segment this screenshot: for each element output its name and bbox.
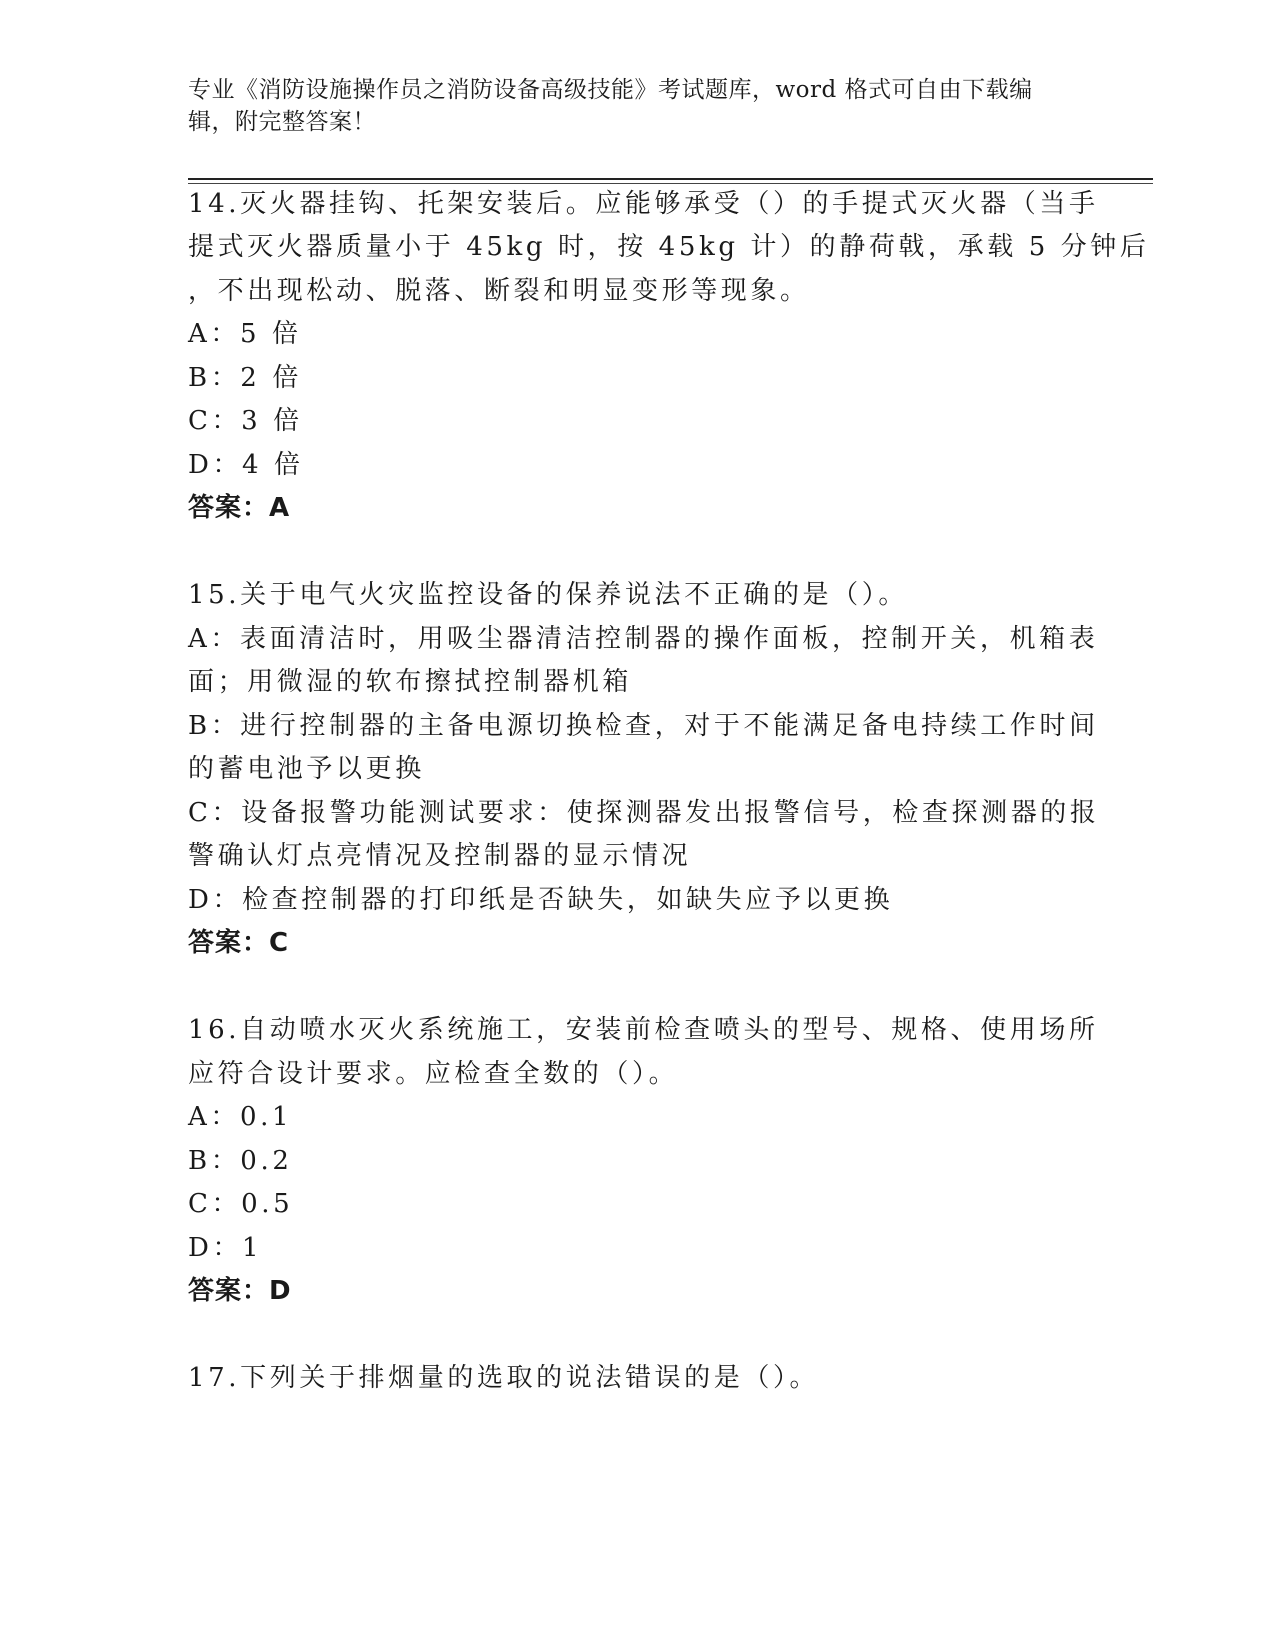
header-divider [188,178,1153,180]
q16-answer: 答案：D [188,1276,292,1306]
q14-option-d: D：4 倍 [188,450,304,480]
q16-option-d: D：1 [188,1233,263,1263]
header-line-1: 专业《消防设施操作员之消防设备高级技能》考试题库，word 格式可自由下载编 [188,77,1033,103]
q14-option-a: A：5 倍 [188,319,302,349]
q14-option-c: C：3 倍 [188,406,303,436]
q15-option-a-line-2: 面；用微湿的软布擦拭控制器机箱 [188,667,633,697]
q14-option-b: B：2 倍 [188,363,302,393]
q15-stem-line-1: 15.关于电气火灾监控设备的保养说法不正确的是（）。 [188,580,908,610]
q15-option-d: D：检查控制器的打印纸是否缺失，如缺失应予以更换 [188,885,894,915]
header-line-2: 辑，附完整答案！ [188,109,376,135]
header-divider-thin [188,183,1153,184]
q14-stem-line-2: 提式灭火器质量小于 45kg 时，按 45kg 计）的静荷戟，承载 5 分钟后 [188,232,1150,262]
q15-option-c-line-1: C：设备报警功能测试要求：使探测器发出报警信号，检查探测器的报 [188,798,1100,828]
q15-option-b-line-2: 的蓄电池予以更换 [188,754,425,784]
q14-stem-line-1: 14.灭火器挂钩、托架安装后。应能够承受（）的手提式灭火器（当手 [188,189,1099,219]
q14-answer: 答案：A [188,493,291,523]
q16-stem-line-2: 应符合设计要求。应检查全数的（）。 [188,1059,679,1089]
q16-option-a: A：0.1 [188,1102,293,1132]
q14-stem-line-3: ，不出现松动、脱落、断裂和明显变形等现象。 [188,276,810,306]
q15-answer: 答案：C [188,928,290,958]
q15-option-a-line-1: A：表面清洁时，用吸尘器清洁控制器的操作面板，控制开关，机箱表 [188,624,1099,654]
document-header [188,74,1068,138]
q15-option-b-line-1: B：进行控制器的主备电源切换检查，对于不能满足备电持续工作时间 [188,711,1099,741]
q16-option-c: C：0.5 [188,1189,294,1219]
q15-option-c-line-2: 警确认灯点亮情况及控制器的显示情况 [188,841,692,871]
q17-stem-line-1: 17.下列关于排烟量的选取的说法错误的是（）。 [188,1363,820,1393]
q16-option-b: B：0.2 [188,1146,293,1176]
q16-stem-line-1: 16.自动喷水灭火系统施工，安装前检查喷头的型号、规格、使用场所 [188,1015,1099,1045]
